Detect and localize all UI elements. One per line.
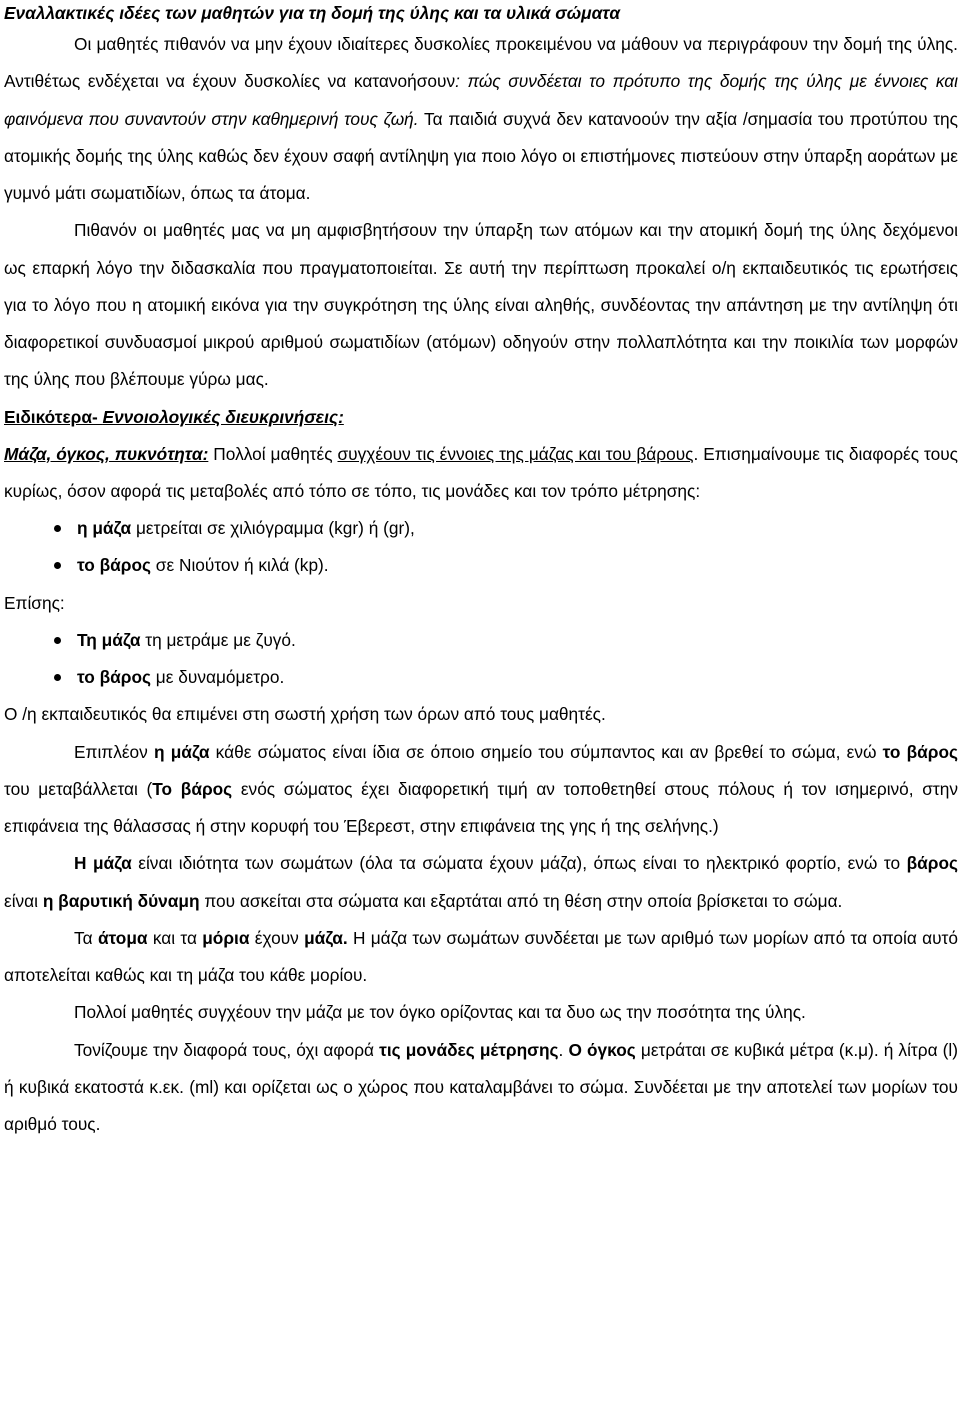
bullet-icon xyxy=(54,637,61,644)
subheading-concepts: Εννοιολογικές διευκρινήσεις: xyxy=(102,406,344,427)
list-item xyxy=(54,547,958,584)
paragraph-mass-volume-density xyxy=(4,436,958,511)
bullet-icon xyxy=(54,674,61,681)
bold-term: μάζα. xyxy=(304,927,348,948)
text-segment: και τα xyxy=(147,927,203,948)
subheading xyxy=(4,399,958,436)
list-item xyxy=(54,622,958,659)
text-segment: Επιπλέον xyxy=(74,741,154,762)
list-item-text: μετρείται σε χιλιόγραμμα (kgr) ή (gr), xyxy=(131,518,415,538)
list-item-text: σε Νιούτον ή κιλά (kp). xyxy=(151,555,329,576)
list-item-bold: Τη μάζα xyxy=(77,629,141,650)
paragraph-teacher-insists: Ο /η εκπαιδευτικός θα επιμένει στη σωστή χρήση των όρων από τους μαθητές. xyxy=(4,704,606,725)
list-item-text: με δυναμόμετρο. xyxy=(151,667,285,687)
list-item-bold: το βάρος xyxy=(77,667,151,687)
paragraph-atoms-existence: Πιθανόν οι μαθητές μας να μη αμφισβητήσουν την ύπαρξη των ατόμων και την ατομική δομή της ύλης δεχόμενοι ως επαρκή λόγο την διδασκαλία που πραγματοποιείται. Σε αυτή την περίπτωση προκαλεί ο/η εκπαιδευτικός τις ερωτήσεις για το λόγο που η ατομική εικόνα για την συγκρότηση της ύλης είναι αληθής, συνδέοντας την απάντηση με την αντίληψη ότι διαφορετικοί συνδυασμοί μικρού αριθμού σωματιδίων (ατόμων) οδηγούν στην πολλαπλότητα και την ποικιλία των μορφών της ύλης που βλέπουμε γύρω μας. xyxy=(4,220,958,390)
bold-term: μόρια xyxy=(202,927,250,948)
list-item-text: τη μετράμε με ζυγό. xyxy=(140,629,296,650)
bold-term: η βαρυτική δύναμη xyxy=(42,890,200,911)
text-segment: έχουν xyxy=(249,927,305,948)
bold-term: Ο όγκος xyxy=(568,1039,636,1060)
text-differences: . Επισημαίνουμε τις διαφορές τους κυρίως, όσον αφορά τις μεταβολές από τόπο σε τόπο, τις μονάδες και τον τρόπο μέτρησης: xyxy=(4,443,958,501)
paragraph-mass-property xyxy=(4,845,958,920)
section-title: Εναλλακτικές ιδέες των μαθητών για τη δομή της ύλης και τα υλικά σώματα xyxy=(4,3,621,23)
text-confuse-mass-weight: συγχέουν τις έννοιες της μάζας και του βάρους xyxy=(337,443,694,464)
bullet-icon xyxy=(54,562,61,569)
label-also: Επίσης: xyxy=(4,592,65,613)
text-segment: ενός σώματος έχει διαφορετική τιμή αν τοποθετηθεί στους πόλους ή τον ισημερινό, στην επιφάνεια της θάλασσας ή στην κορυφή του Έβερεστ, στην επιφάνεια της γης ή της σελήνης.) xyxy=(4,778,958,836)
list-item xyxy=(54,659,958,696)
intro-continued-text: Τα παιδιά συχνά δεν κατανοούν την αξία /σημασία του προτύπου της ατομικής δομής της ύλης καθώς δεν έχουν σαφή αντίληψη για ποιο λόγο οι επιστήμονες πιστεύουν στην ύπαρξη αοράτων με γυμνό μάτι σωματιδίων, όπως τα άτομα. xyxy=(4,108,958,203)
bold-term: τις μονάδες μέτρησης xyxy=(379,1039,559,1060)
list-item xyxy=(54,510,958,547)
bold-term: το βάρος xyxy=(882,741,958,762)
bold-term: Το βάρος xyxy=(152,778,233,799)
bold-term: βάρος xyxy=(906,853,958,874)
text-segment: είναι xyxy=(4,890,43,911)
text-segment: Η μάζα των σωμάτων συνδέεται με των αριθμό των μορίων από τα οποία αυτό αποτελείται καθώς και τη μάζα του κάθε μορίου. xyxy=(4,927,958,985)
text-segment: κάθε σώματος είναι ίδια σε όποιο σημείο του σύμπαντος και αν βρεθεί το σώμα, ενώ xyxy=(209,741,883,762)
paragraph-mass-constant xyxy=(4,734,958,846)
intro-italic-text: : πώς συνδέεται το πρότυπο της δομής της ύλης με έννοιες και φαινόμενα που συναντούν στην καθημερινή τους ζωή. xyxy=(4,71,958,129)
text-many-students: Πολλοί μαθητές xyxy=(208,443,338,464)
measurement-list xyxy=(4,622,958,697)
text-segment: που ασκείται στα σώματα και εξαρτάται από τη θέση στην οποία βρίσκεται το σώμα. xyxy=(199,890,843,911)
text-segment: Τα xyxy=(74,927,98,948)
text-segment: μετράται σε κυβικά μέτρα (κ.μ). ή λίτρα (l) ή κυβικά εκατοστά κ.εκ. (ml) και ορίζεται ως ο χώρος που καταλαμβάνει το σώμα. Συνδέεται με την αποτελεί των μορίων του αριθμό τους. xyxy=(4,1039,958,1134)
paragraph-atoms-molecules xyxy=(4,920,958,995)
bold-term: η μάζα xyxy=(153,741,210,762)
paragraph-units xyxy=(4,1032,958,1144)
list-item-bold: η μάζα xyxy=(77,518,132,538)
text-segment: είναι ιδιότητα των σωμάτων (όλα τα σώματα έχουν μάζα), όπως είναι το ηλεκτρικό φορτίο, ενώ το xyxy=(131,853,907,874)
list-item-bold: το βάρος xyxy=(77,555,151,576)
paragraph-intro xyxy=(4,26,958,212)
paragraph-mass-volume-confusion: Πολλοί μαθητές συγχέουν την μάζα με τον όγκο ορίζοντας και τα δυο ως την ποσότητα της ύλης. xyxy=(74,1002,806,1023)
bold-term: άτομα xyxy=(97,927,148,948)
units-list xyxy=(4,510,958,585)
bullet-icon xyxy=(54,525,61,532)
intro-text: Οι μαθητές πιθανόν να μην έχουν ιδιαίτερες δυσκολίες προκειμένου να μάθουν να περιγράφουν την δομή της ύλης. Αντιθέτως ενδέχεται να έχουν δυσκολίες να κατανοήσουν xyxy=(4,34,958,92)
subheading-prefix: Ειδικότερα- xyxy=(4,406,103,427)
term-mass-volume-density: Μάζα, όγκος, πυκνότητα: xyxy=(4,443,209,464)
text-segment: Τονίζουμε την διαφορά τους, όχι αφορά xyxy=(74,1039,380,1060)
text-segment: . xyxy=(558,1039,569,1060)
bold-term: Η μάζα xyxy=(74,853,132,874)
text-segment: του μεταβάλλεται ( xyxy=(4,778,153,799)
